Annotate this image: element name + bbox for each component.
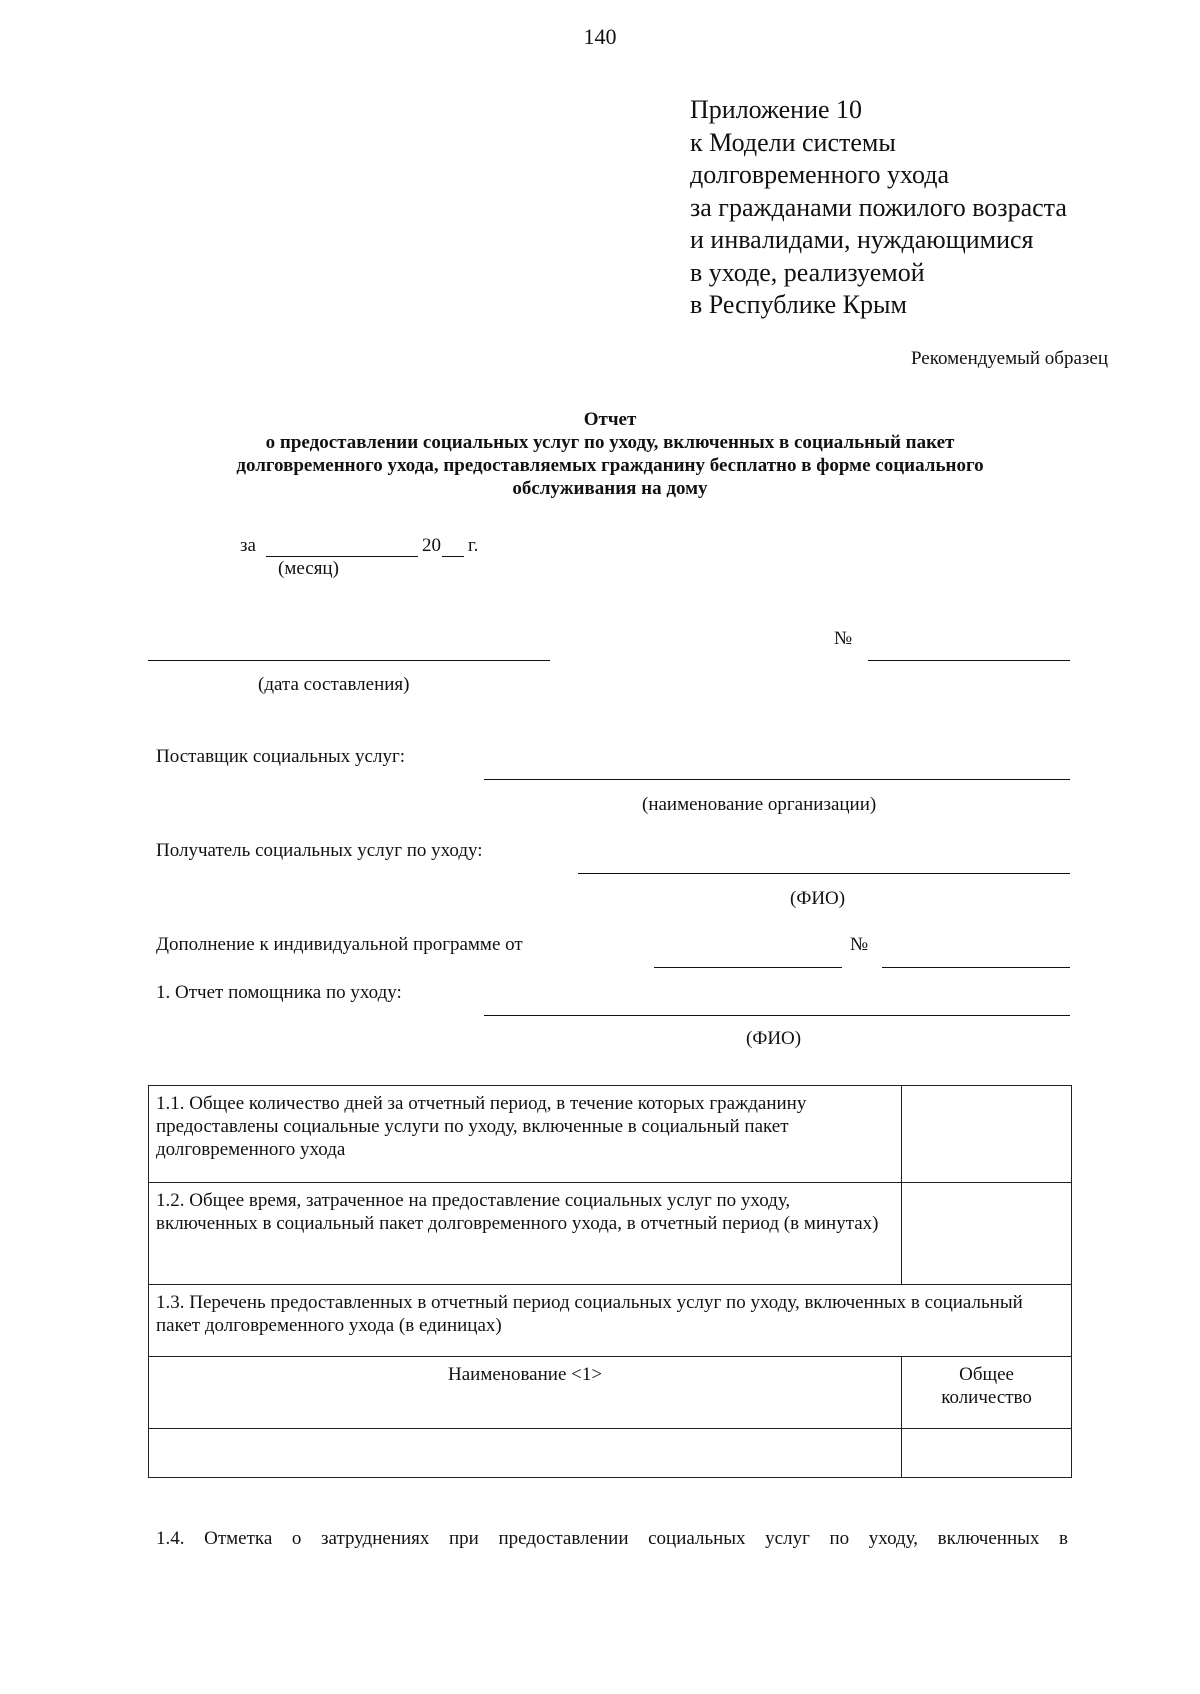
footer-text: 1.4. Отметка о затруднениях при предоставлении социальных услуг по уходу, включенных в (156, 1528, 1068, 1549)
supplement-label: Дополнение к индивидуальной программе от (156, 934, 523, 955)
number-blank-line[interactable] (868, 660, 1070, 661)
appendix-line: в Республике Крым (690, 290, 907, 319)
date-blank-line[interactable] (148, 660, 550, 661)
row-1-3-text: 1.3. Перечень предоставленных в отчетный период социальных услуг по уходу, включенных в социальный пакет долговременного ухода (в единицах) (149, 1285, 1072, 1357)
report-title (120, 408, 1100, 500)
date-caption: (дата составления) (258, 674, 410, 695)
provider-caption: (наименование организации) (642, 794, 877, 815)
month-caption: (месяц) (278, 558, 339, 579)
number-sign: № (834, 628, 853, 649)
col-name-header: Наименование <1> (149, 1357, 902, 1429)
appendix-line: за гражданами пожилого возраста (690, 192, 1067, 222)
appendix-line: долговременного ухода (690, 160, 950, 189)
appendix-line: Приложение 10 (690, 95, 863, 124)
title-line: обслуживания на дому (512, 478, 708, 499)
appendix-line: в уходе, реализуемой (690, 257, 925, 287)
row-1-2-value[interactable] (902, 1183, 1072, 1285)
title-line: о предоставлении социальных услуг по уходу, включенных в социальный пакет (265, 432, 955, 453)
col-total-line1: Общее (959, 1364, 1014, 1385)
recipient-blank-line[interactable] (578, 873, 1070, 874)
page-number: 140 (583, 24, 617, 49)
row-1-2-text: 1.2. Общее время, затраченное на предоставление социальных услуг по уходу, включенных в социальный пакет долговременного ухода, в отчетный период (в минутах) (149, 1183, 902, 1285)
assistant-caption: (ФИО) (746, 1028, 802, 1049)
title-heading: Отчет (583, 409, 637, 430)
provider-label: Поставщик социальных услуг: (156, 746, 406, 767)
year-blank-line[interactable] (442, 556, 464, 557)
appendix-line: к Модели системы (690, 127, 896, 157)
supplement-number-sign: № (850, 934, 869, 955)
service-total-cell[interactable] (902, 1429, 1072, 1478)
recipient-caption: (ФИО) (790, 888, 846, 909)
sample-label: Рекомендуемый образец (910, 348, 1108, 369)
col-total-header (902, 1357, 1072, 1429)
year-suffix: г. (468, 535, 479, 556)
supplement-date-line[interactable] (654, 967, 842, 968)
service-name-cell[interactable] (149, 1429, 902, 1478)
row-1-1-text: 1.1. Общее количество дней за отчетный период, в течение которых гражданину предоставлены социальные услуги по уходу, включенные в социальный пакет долговременного ухода (149, 1086, 902, 1183)
appendix-line: и инвалидами, нуждающимися (690, 225, 1034, 254)
assistant-blank-line[interactable] (484, 1015, 1070, 1016)
assistant-label: 1. Отчет помощника по уходу: (156, 982, 402, 1003)
report-table (148, 1085, 1072, 1478)
provider-blank-line[interactable] (484, 779, 1070, 780)
col-total-line2: количество (941, 1387, 1032, 1408)
row-1-1-value[interactable] (902, 1086, 1072, 1183)
period-prefix: за (240, 535, 256, 556)
supplement-number-line[interactable] (882, 967, 1070, 968)
appendix-block (690, 94, 1170, 322)
month-blank-line[interactable] (266, 556, 418, 557)
title-line: долговременного ухода, предоставляемых гражданину бесплатно в форме социального (236, 455, 984, 476)
recipient-label: Получатель социальных услуг по уходу: (156, 840, 483, 861)
year-prefix: 20 (422, 535, 441, 556)
